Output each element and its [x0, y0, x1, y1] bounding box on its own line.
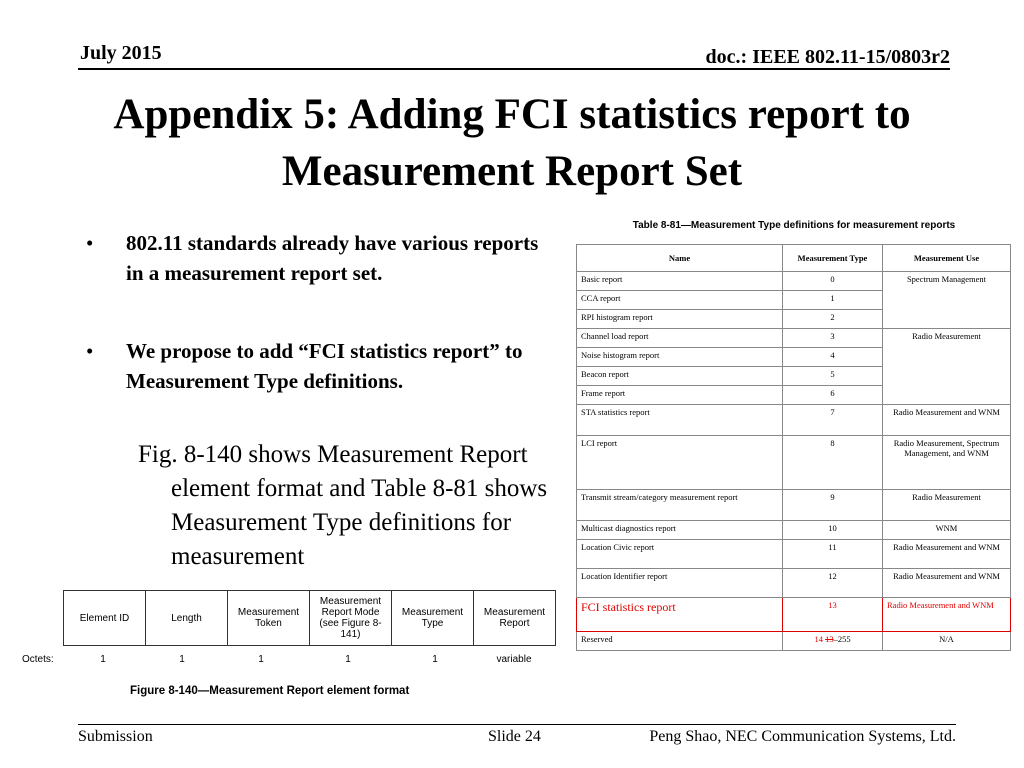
field-measurement-report: Measurement Report — [474, 591, 556, 646]
row-type: 5 — [783, 367, 883, 386]
row-use: Radio Measurement and WNM — [883, 569, 1011, 598]
footer-rule — [78, 724, 956, 725]
table-row — [577, 540, 1011, 569]
octet-value: 1 — [258, 654, 264, 665]
sub-paragraph: Fig. 8-140 shows Measurement Report element format and Table 8-81 shows Measurement Type definitions for measurement — [138, 441, 548, 570]
field-report-mode: Measurement Report Mode (see Figure 8-141) — [310, 591, 392, 646]
footer-slide-number: Slide 24 — [488, 728, 541, 745]
reserved-type-new: 14 — [814, 634, 823, 644]
bullet-text: We propose to add “FCI statistics report” to Measurement Type definitions. — [126, 339, 523, 393]
row-type: 12 — [783, 569, 883, 598]
table-row — [577, 521, 1011, 540]
row-use: N/A — [883, 632, 1011, 651]
row-type: 3 — [783, 329, 883, 348]
row-use: Spectrum Management — [883, 272, 1011, 329]
element-format-diagram — [63, 590, 556, 646]
bullet-dot-icon: • — [86, 231, 94, 255]
slide-title: Appendix 5: Adding FCI statistics report to Measurement Report Set — [113, 91, 911, 195]
row-type: 6 — [783, 386, 883, 405]
row-type: 13 — [783, 598, 883, 632]
bullet-list — [86, 228, 556, 396]
table-row — [577, 405, 1011, 436]
row-use: Radio Measurement — [883, 490, 1011, 521]
col-header-use: Measurement Use — [883, 245, 1011, 272]
bullet-text: 802.11 standards already have various reports in a measurement report set. — [126, 231, 539, 285]
octet-value: 1 — [179, 654, 185, 665]
octets-label: Octets: — [22, 654, 54, 665]
octet-value: variable — [496, 654, 532, 665]
octet-value: 1 — [100, 654, 106, 665]
row-type: 11 — [783, 540, 883, 569]
row-type — [783, 632, 883, 651]
footer-submission: Submission — [78, 728, 153, 745]
figure-8-140-caption: Figure 8-140—Measurement Report element format — [130, 685, 410, 697]
row-name: Transmit stream/category measurement report — [577, 490, 783, 521]
table-row — [577, 490, 1011, 521]
row-name: STA statistics report — [577, 405, 783, 436]
field-measurement-token: Measurement Token — [228, 591, 310, 646]
row-use: Radio Measurement and WNM — [883, 598, 1011, 632]
row-name: Location Civic report — [577, 540, 783, 569]
col-header-name: Name — [577, 245, 783, 272]
row-use: Radio Measurement and WNM — [883, 540, 1011, 569]
row-name: LCI report — [577, 436, 783, 490]
row-type: 8 — [783, 436, 883, 490]
reserved-type-old: 13 — [825, 634, 834, 644]
header-doc-id: doc.: IEEE 802.11-15/0803r2 — [705, 46, 950, 68]
table-row — [577, 569, 1011, 598]
bullet-item — [86, 228, 556, 288]
row-name: CCA report — [577, 291, 783, 310]
row-type: 2 — [783, 310, 883, 329]
field-length: Length — [146, 591, 228, 646]
field-element-id: Element ID — [64, 591, 146, 646]
row-name: Basic report — [577, 272, 783, 291]
octet-value: 1 — [432, 654, 438, 665]
measurement-type-table — [576, 244, 1011, 651]
row-type: 4 — [783, 348, 883, 367]
row-name: RPI histogram report — [577, 310, 783, 329]
row-type: 1 — [783, 291, 883, 310]
row-name: Multicast diagnostics report — [577, 521, 783, 540]
table-row — [577, 329, 1011, 348]
octet-value: 1 — [345, 654, 351, 665]
bullet-item — [86, 336, 556, 396]
row-use: Radio Measurement and WNM — [883, 405, 1011, 436]
row-use: Radio Measurement — [883, 329, 1011, 405]
header-rule — [78, 68, 950, 70]
row-type: 0 — [783, 272, 883, 291]
row-type: 9 — [783, 490, 883, 521]
row-type: 7 — [783, 405, 883, 436]
row-use: WNM — [883, 521, 1011, 540]
table-header-row — [577, 245, 1011, 272]
col-header-type: Measurement Type — [783, 245, 883, 272]
reserved-type-rest: –255 — [833, 634, 851, 644]
table-row-fci-highlight — [577, 598, 1011, 632]
header-date: July 2015 — [80, 42, 162, 64]
row-type: 10 — [783, 521, 883, 540]
bullet-dot-icon: • — [86, 339, 94, 363]
row-name: FCI statistics report — [577, 598, 783, 632]
row-name: Reserved — [577, 632, 783, 651]
table-8-81-caption: Table 8-81—Measurement Type definitions for measurement reports — [632, 220, 956, 231]
table-row-reserved — [577, 632, 1011, 651]
row-use: Radio Measurement, Spectrum Management, and WNM — [883, 436, 1011, 490]
row-name: Noise histogram report — [577, 348, 783, 367]
table-row — [577, 436, 1011, 490]
row-name: Channel load report — [577, 329, 783, 348]
field-measurement-type: Measurement Type — [392, 591, 474, 646]
table-row — [577, 272, 1011, 291]
row-name: Frame report — [577, 386, 783, 405]
row-name: Location Identifier report — [577, 569, 783, 598]
row-name: Beacon report — [577, 367, 783, 386]
footer-author: Peng Shao, NEC Communication Systems, Ltd. — [649, 728, 956, 745]
